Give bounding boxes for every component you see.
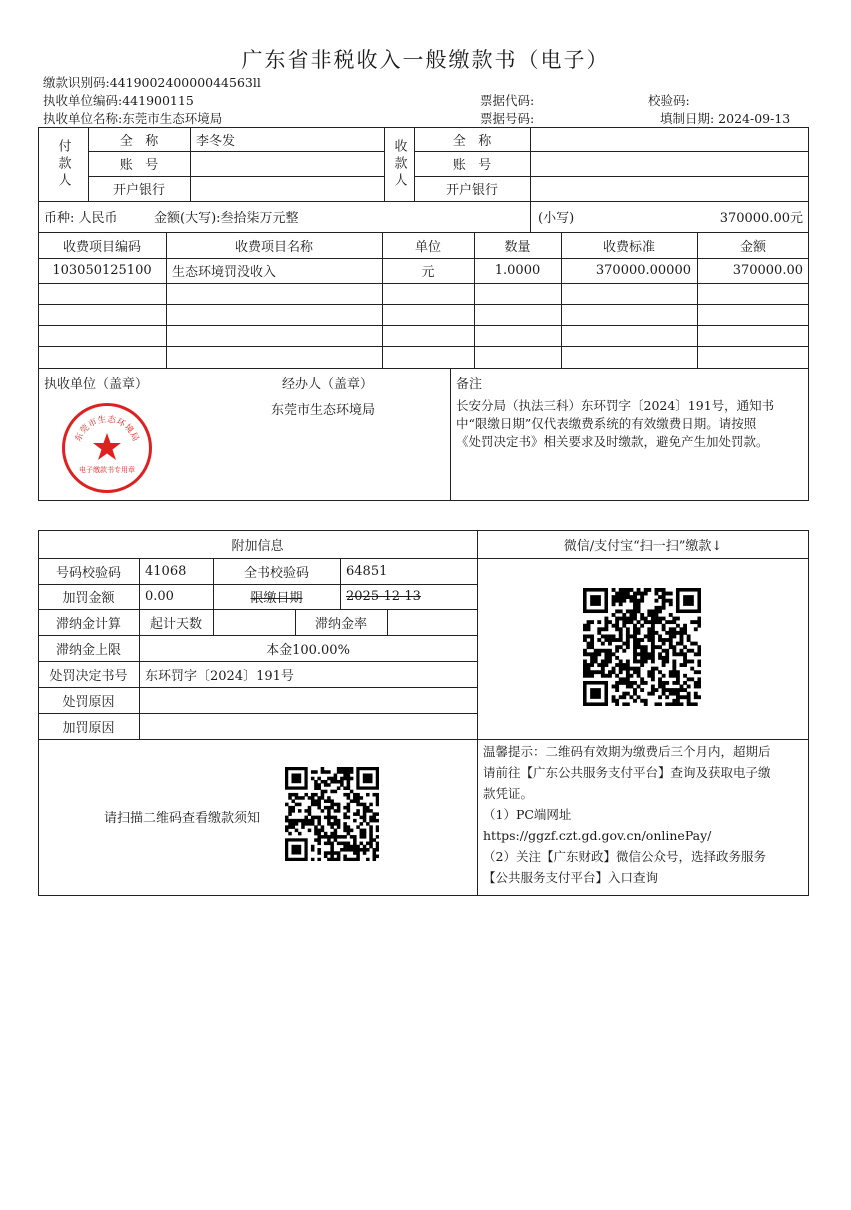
seal-top-text: 东莞市生态环境局 [73, 414, 141, 444]
payer-bank-value [190, 176, 384, 201]
amount-lower-label: (小写) [538, 211, 575, 226]
remark-line: 《处罚决定书》相关要求及时缴款，避免产生加处罚款。 [456, 434, 769, 449]
penalty-reason-label: 处罚原因 [62, 694, 115, 710]
start-days-label: 起计天数 [149, 616, 202, 632]
tip-line: 款凭证。 [483, 786, 534, 801]
check-code-label: 号码校验码 [55, 565, 121, 581]
col-header-qty: 数量 [504, 239, 531, 255]
bill-code-label: 票据代码: [480, 93, 535, 108]
col-header-code: 收费项目编码 [62, 239, 141, 255]
late-rate-label: 滞纳金率 [314, 616, 367, 632]
col-header-amount: 金额 [739, 239, 766, 255]
deadline-label: 限缴日期 [250, 591, 303, 606]
item-unit: 元 [421, 265, 435, 280]
handler-label: 经办人（盖章） [282, 377, 374, 392]
item-standard: 370000.00000 [595, 263, 691, 278]
item-qty: 1.0000 [494, 263, 541, 278]
payer-account-value [190, 151, 384, 176]
tip-line: （2）关注【广东财政】微信公众号，选择政务服务 [483, 849, 766, 864]
item-amount: 370000.00 [732, 263, 803, 278]
deadline-value: 2025-12-13 [346, 589, 421, 604]
unit-code: 执收单位编码:441900115 [43, 93, 194, 108]
payee-bank-label: 开户银行 [445, 183, 498, 198]
check-code-value: 41068 [145, 563, 187, 579]
payer-name-label: 全 称 [119, 133, 159, 149]
fill-date: 填制日期: 2024-09-13 [660, 111, 791, 126]
tip-text [483, 741, 771, 888]
star-icon [93, 433, 121, 460]
item-code: 103050125100 [52, 263, 152, 278]
tip-line: 温馨提示：二维码有效期为缴费后三个月内，超期后 [483, 744, 771, 759]
tip-line: https://ggzf.czt.gd.gov.cn/onlinePay/ [483, 828, 712, 843]
item-name: 生态环境罚没收入 [172, 265, 277, 280]
remark-label: 备注 [456, 377, 483, 392]
col-header-unit: 单位 [414, 239, 441, 255]
remark-line: 中“限缴日期”仅代表缴费系统的有效缴费日期。请按照 [456, 416, 757, 431]
bill-no-label: 票据号码: [480, 111, 535, 126]
decision-no-value: 东环罚字〔2024〕191号 [145, 668, 294, 684]
pay-qr-code[interactable] [583, 588, 701, 706]
payer-account-label: 账 号 [119, 158, 159, 173]
payer-group-label: 付款人 [55, 138, 71, 190]
late-fee-calc-label: 滞纳金计算 [55, 616, 121, 632]
col-header-name: 收费项目名称 [234, 239, 313, 255]
amount-upper: 金额(大写):叁拾柒万元整 [154, 211, 299, 226]
late-cap-value: 本金100.00% [266, 642, 350, 658]
collecting-unit-label: 执收单位（盖章） [44, 377, 149, 392]
official-seal [62, 403, 152, 493]
extra-title: 附加信息 [231, 538, 284, 554]
payer-name-value: 李冬发 [196, 133, 236, 149]
full-check-label: 全书校验码 [243, 565, 309, 581]
full-check-value: 64851 [346, 563, 388, 579]
tip-line: 请前往【广东公共服务支付平台】查询及获取电子缴 [483, 765, 771, 780]
payee-name-label: 全 称 [452, 133, 492, 149]
check-code-label: 校验码: [648, 93, 690, 108]
page-title: 广东省非税收入一般缴款书（电子） [241, 48, 610, 72]
scan-notice: 请扫描二维码查看缴款须知 [104, 811, 261, 826]
late-cap-label: 滞纳金上限 [55, 642, 121, 658]
payer-bank-label: 开户银行 [112, 183, 165, 198]
add-reason-label: 加罚原因 [62, 720, 115, 736]
amount-lower-value: 370000.00元 [719, 211, 803, 226]
payee-group-label: 收款人 [391, 138, 407, 190]
handler-value: 东莞市生态环境局 [271, 403, 376, 418]
unit-name: 执收单位名称:东莞市生态环境局 [43, 111, 223, 126]
decision-no-label: 处罚决定书号 [49, 668, 128, 684]
pay-title: 微信/支付宝“扫一扫”缴款↓ [563, 538, 723, 554]
currency: 币种: 人民币 [44, 211, 118, 226]
penalty-amount-label: 加罚金额 [62, 591, 115, 606]
notice-qr-code[interactable] [285, 767, 379, 861]
tip-line: 【公共服务支付平台】入口查询 [483, 870, 659, 885]
payee-account-label: 账 号 [452, 158, 492, 173]
remark-line: 长安分局（执法三科）东环罚字〔2024〕191号，通知书 [456, 398, 775, 413]
tip-line: （1）PC端网址 [483, 807, 572, 822]
seal-bottom-text: 电子缴款书专用章 [79, 466, 135, 474]
remark-text [456, 397, 774, 451]
col-header-standard: 收费标准 [602, 239, 655, 255]
penalty-amount-value: 0.00 [145, 589, 174, 604]
payment-id: 缴款识别码:441900240000044563ll [43, 75, 261, 90]
